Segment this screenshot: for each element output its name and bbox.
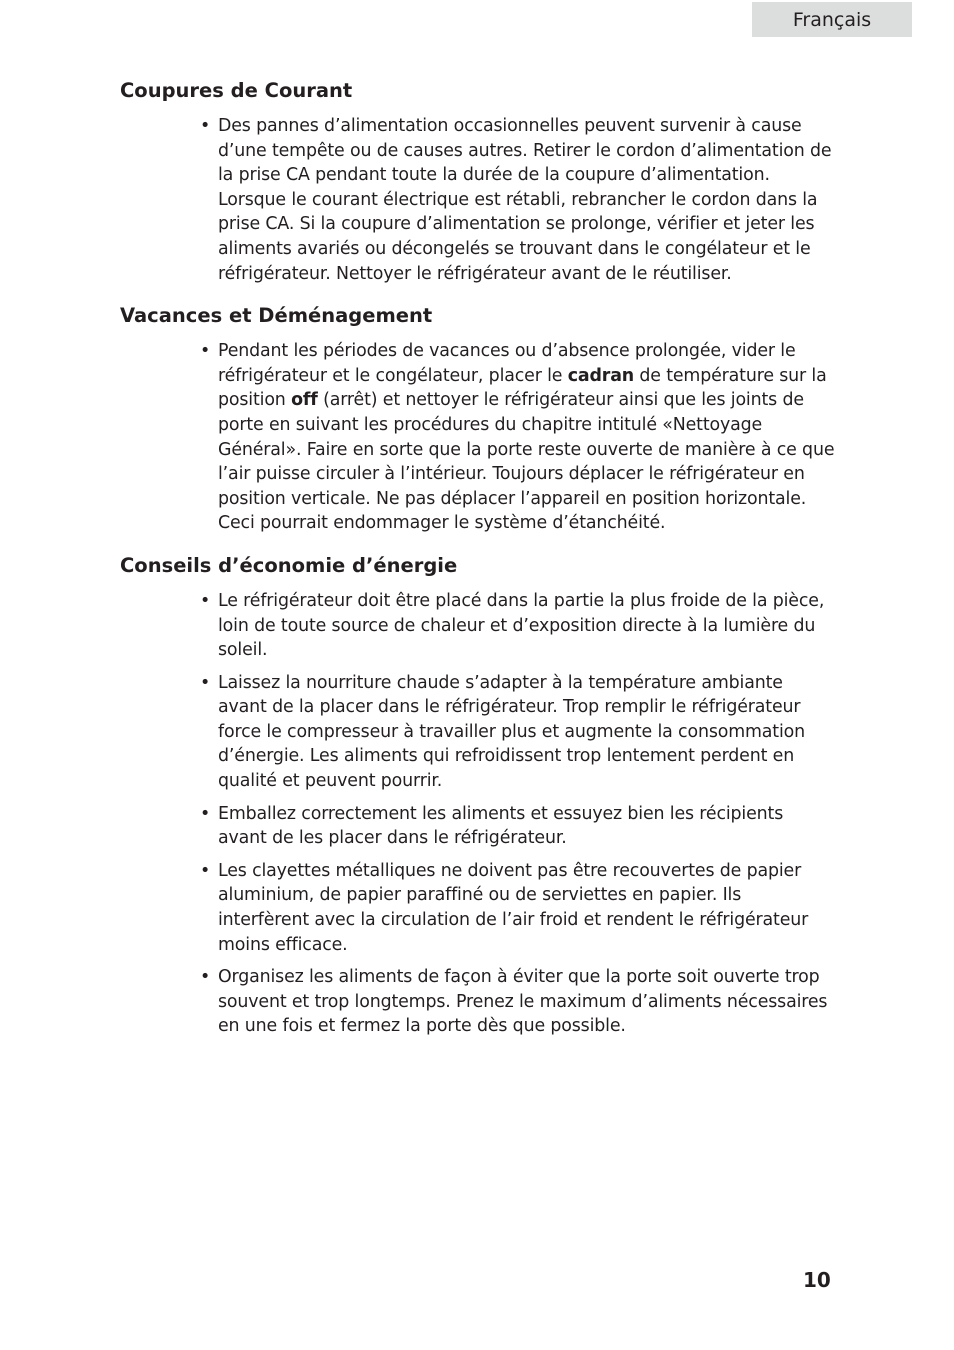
bullet-icon: • <box>200 341 211 362</box>
emphasis-off: off <box>291 390 318 411</box>
list-item <box>120 859 835 957</box>
list-item <box>120 671 835 794</box>
list-item-text: Laissez la nourriture chaude s’adapter à la température ambiante avant de la placer dans le réfrigérateur. Trop remplir le réfrigérateur force le compresseur à travailler plus et augmente la consommation d’énergie. Les aliments qui refroidissent trop lentement perdent en qualité et peuvent pourrir. <box>218 672 806 792</box>
bullet-icon: • <box>200 672 211 693</box>
list-item-text: Le réfrigérateur doit être placé dans la partie la plus froide de la pièce, loin de toute source de chaleur et d’exposition directe à la lumière du soleil. <box>218 590 825 661</box>
list-item <box>120 965 835 1039</box>
bullet-list <box>120 589 835 1039</box>
list-item-text: Organisez les aliments de façon à éviter que la porte soit ouverte trop souvent et trop longtemps. Prenez le maximum d’aliments nécessaires en une fois et fermez la porte dès que possible. <box>218 967 828 1037</box>
language-tab <box>752 2 912 37</box>
list-item-text: Pendant les périodes de vacances ou d’absence prolongée, vider le réfrigérateur et le congélateur, placer le <box>218 341 796 386</box>
section-energy-tips <box>120 553 835 1039</box>
section-vacation-moving <box>120 303 835 536</box>
section-power-outages <box>120 78 835 286</box>
bullet-list <box>120 114 835 286</box>
bullet-icon: • <box>200 590 211 611</box>
list-item <box>120 802 835 851</box>
emphasis-dial: cadran <box>567 365 635 386</box>
list-item-text: de température sur la position <box>218 365 827 411</box>
page-number: 10 <box>803 1268 831 1292</box>
section-title: Vacances et Déménagement <box>120 304 433 328</box>
bullet-icon: • <box>200 967 211 988</box>
section-title: Coupures de Courant <box>120 79 353 102</box>
list-item-text: Des pannes d’alimentation occasionnelles peuvent survenir à cause d’une tempête ou de causes autres. Retirer le cordon d’alimentation de la prise CA pendant toute la durée de la coupure d’alimentation. Lorsque le courant électrique est rétabli, rebrancher le cordon dans la prise CA. Si la coupure d’alimentation se prolonge, vérifier et jeter les aliments avariés ou décongelés se trouvant dans le congélateur et le réfrigérateur. Nettoyer le réfrigérateur avant de le réutiliser. <box>218 116 832 284</box>
list-item-text: Les clayettes métalliques ne doivent pas être recouvertes de papier aluminium, de papier paraffiné ou de serviettes en papier. Ils interfèrent avec la circulation de l’air froid et rendent le réfrigérateur moins efficace. <box>218 860 809 955</box>
language-tab-label: Français <box>792 8 872 31</box>
section-title: Conseils d’économie d’énergie <box>120 553 458 577</box>
bullet-list <box>120 339 835 536</box>
list-item <box>120 589 835 663</box>
bullet-icon: • <box>200 803 211 824</box>
document-body <box>120 78 835 1056</box>
bullet-icon: • <box>200 860 211 881</box>
bullet-icon: • <box>200 116 211 136</box>
list-item <box>120 114 835 286</box>
list-item <box>120 339 835 536</box>
list-item-text: (arrêt) et nettoyer le réfrigérateur ainsi que les joints de porte en suivant les procédures du chapitre intitulé «Nettoyage Général». Faire en sorte que la porte reste ouverte de manière à ce que l’air puisse circuler à l’intérieur. Toujours déplacer le réfrigérateur en position verticale. Ne pas déplacer l’appareil en position horizontale. Ceci pourrait endommager le système d’étanchéité. <box>218 390 835 534</box>
list-item-text: Emballez correctement les aliments et essuyez bien les récipients avant de les placer dans le réfrigérateur. <box>218 803 784 849</box>
